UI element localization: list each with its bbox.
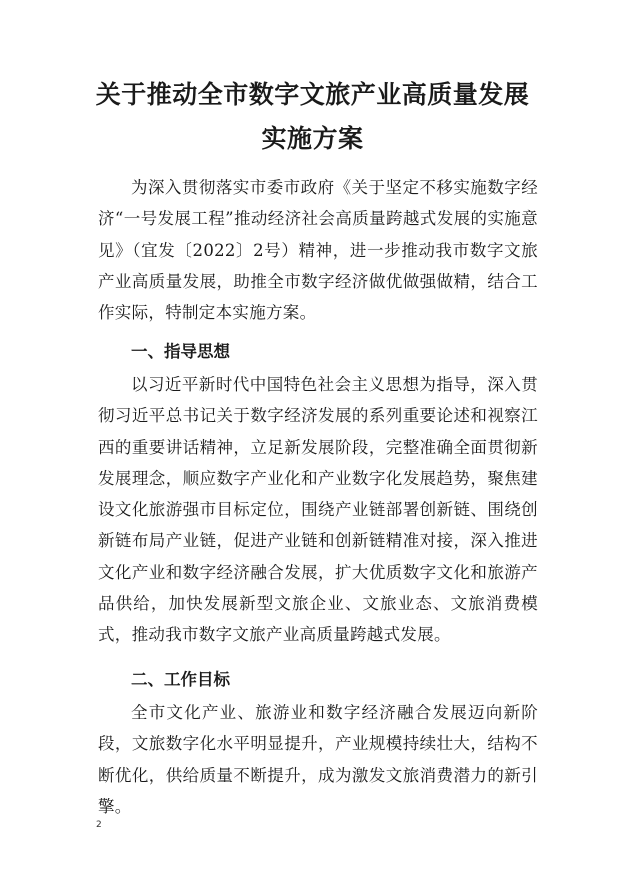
section-heading-guiding-ideology: 一、指导思想 (131, 342, 230, 361)
page-number: 2 (96, 820, 102, 830)
intro-paragraph: 为深入贯彻落实市委市政府《关于坚定不移实施数字经济“一号发展工程”推动经济社会高质量跨越式发展的实施意见》（宜发〔2022〕2号）精神，进一步推动我市数字文旅产业高质量发展，助推全市数字经济做优做强做精，结合工作实际，特制定本实施方案。 (98, 178, 538, 323)
section-paragraph-work-goals: 全市文化产业、旅游业和数字经济融合发展迈向新阶段，文旅数字化水平明显提升，产业规模持续壮大，结构不断优化，供给质量不断提升，成为激发文旅消费潜力的新引擎。 (98, 703, 538, 816)
document-title-line-1: 关于推动全市数字文旅产业高质量发展 (95, 80, 530, 109)
section-paragraph-guiding-ideology: 以习近平新时代中国特色社会主义思想为指导，深入贯彻习近平总书记关于数字经济发展的系列重要论述和视察江西的重要讲话精神，立足新发展阶段，完整准确全面贯彻新发展理念，顺应数字产业化和产业数字化发展趋势，聚焦建设文化旅游强市目标定位，围绕产业链部署创新链、围绕创新链布局产业链，促进产业链和创新链精准对接，深入推进文化产业和数字经济融合发展，扩大优质数字文化和旅游产品供给，加快发展新型文旅企业、文旅业态、文旅消费模式，推动我市数字文旅产业高质量跨越式发展。 (98, 375, 538, 645)
document-title-line-2: 实施方案 (261, 124, 364, 153)
section-heading-work-goals: 二、工作目标 (131, 670, 230, 689)
